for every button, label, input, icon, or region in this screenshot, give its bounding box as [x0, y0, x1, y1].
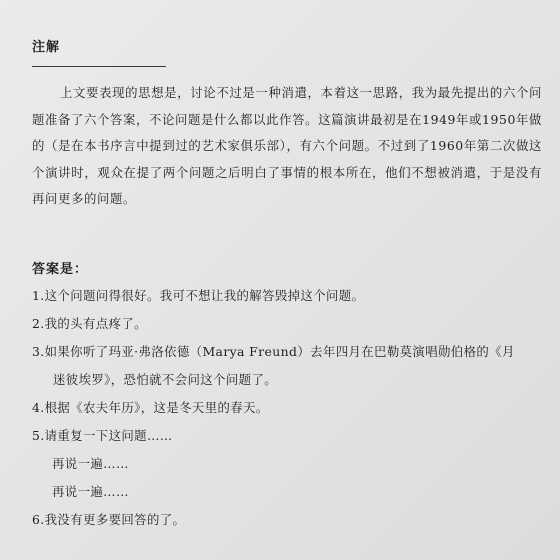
- answer-4: 4.根据《农夫年历》，这是冬天里的春天。: [32, 400, 269, 415]
- answers-heading: 答案是：: [32, 262, 89, 277]
- answer-3-continuation: 迷彼埃罗》，恐怕就不会问这个问题了。: [53, 372, 278, 387]
- answer-5-repeat-1: 再说一遍……: [52, 456, 129, 471]
- heading-divider: [32, 66, 166, 67]
- answer-6: 6.我没有更多要回答的了。: [32, 512, 186, 527]
- answer-3: 3.如果你听了玛亚·弗洛依德（Marya Freund）去年四月在巴勒莫演唱勋伯格的《月: [32, 344, 515, 359]
- note-heading: 注解: [32, 40, 61, 55]
- answer-5: 5.请重复一下这问题……: [32, 428, 173, 443]
- answer-2: 2.我的头有点疼了。: [32, 316, 147, 331]
- answer-5-repeat-2: 再说一遍……: [52, 484, 129, 499]
- answer-1: 1.这个问题问得很好。我可不想让我的解答毁掉这个问题。: [32, 288, 365, 303]
- note-paragraph: 上文要表现的思想是，讨论不过是一种消遣，本着这一思路，我为最先提出的六个问题准备了六个答案，不论问题是什么都以此作答。这篇演讲最初是在1949年或1950年做的（是在本书序言中提到过的艺术家俱乐部），有六个问题。不过到了1960年第二次做这个演讲时，观众在提了两个问题之后明白了事情的根本所在，他们不想被消遣，于是没有再问更多的问题。: [32, 85, 542, 206]
- answers-list: [32, 282, 542, 534]
